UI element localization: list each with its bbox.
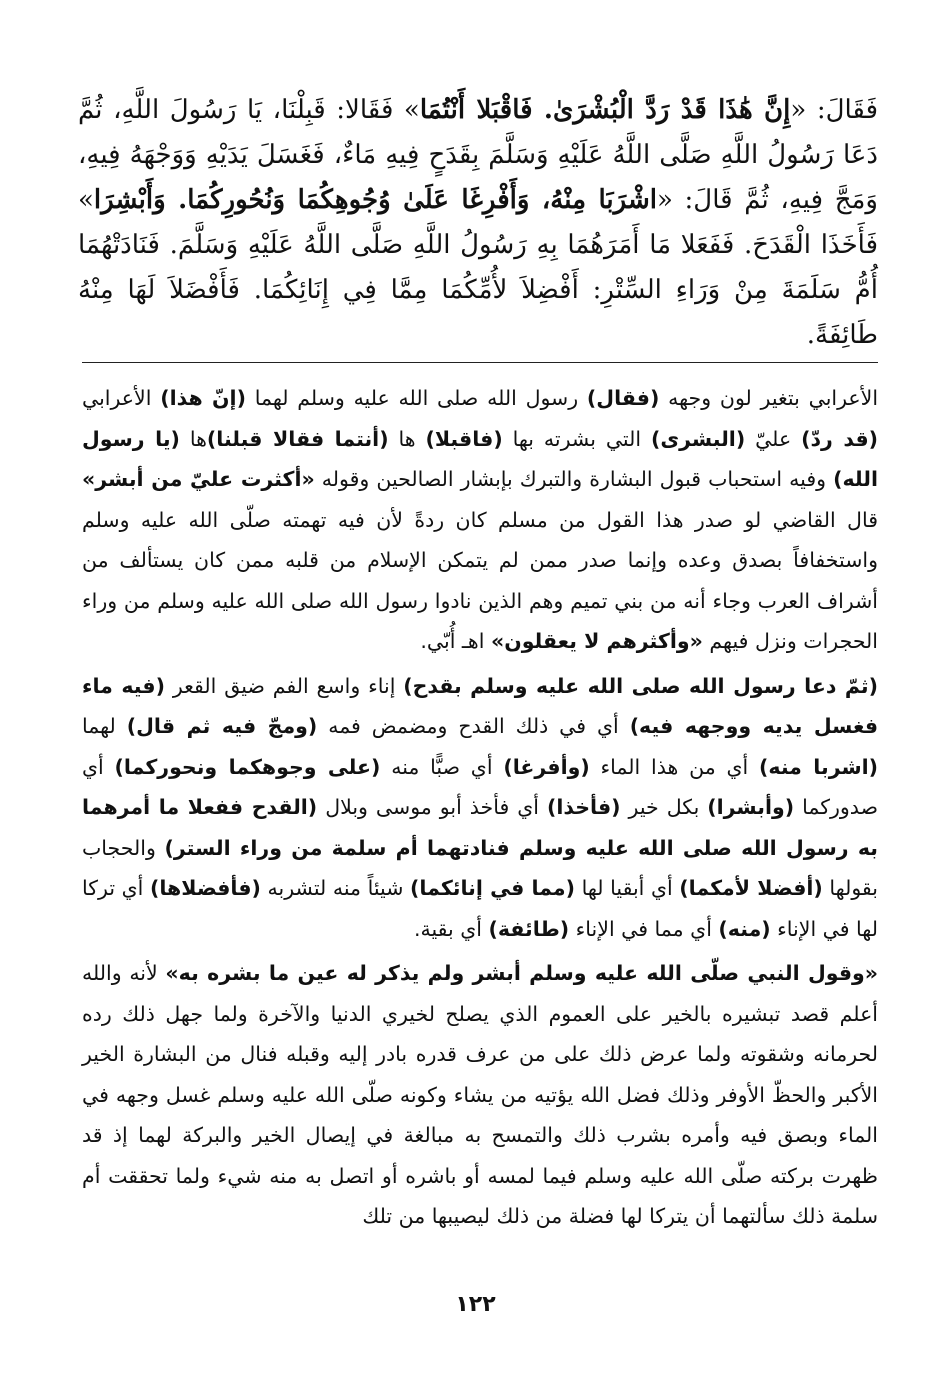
emphasized-phrase: (على وجوهكما ونحوركما) bbox=[114, 754, 381, 779]
commentary-text: والحجاب بقولها bbox=[82, 835, 879, 900]
emphasized-phrase: «وقول النبي صلّى الله عليه وسلم أبشر ولم يذكر له عين ما بشره به» bbox=[165, 961, 878, 985]
commentary-text: أي فأخذ أبو موسى وبلال bbox=[317, 795, 548, 819]
commentary-paragraph bbox=[82, 378, 878, 662]
commentary-text: الأعرابي بتغير لون وجهه bbox=[659, 386, 879, 410]
commentary-text: ها bbox=[388, 426, 426, 451]
hadith-paragraph bbox=[78, 88, 878, 358]
hadith-segment: فَقَالَ: « bbox=[790, 95, 878, 125]
emphasized-phrase: (مما في إنائكما) bbox=[410, 876, 575, 900]
hadith-quote: إِنَّ هَٰذَا قَدْ رَدَّ الْبُشْرَىٰ. فَاقْبَلا أَنْتُمَا bbox=[419, 95, 791, 125]
emphasized-phrase: (أنتما فقالا قبلنا) bbox=[206, 426, 389, 451]
commentary-text: الأعرابي bbox=[82, 386, 161, 410]
emphasized-phrase: (اشربا منه) bbox=[759, 754, 878, 779]
emphasized-phrase: «أكثرت عليّ من أبشر» bbox=[82, 467, 315, 491]
emphasized-phrase: (يا رسول الله) bbox=[82, 426, 879, 491]
commentary-text: لهما bbox=[82, 714, 127, 738]
emphasized-phrase: (منه) bbox=[718, 916, 771, 941]
emphasized-phrase: (إنّ هذا) bbox=[160, 386, 246, 410]
emphasized-phrase: (ومجّ فيه ثم قال) bbox=[126, 714, 318, 738]
commentary-text: وفيه استحباب قبول البشارة والتبرك بإبشار الصالحين وقوله bbox=[314, 467, 834, 491]
commentary-text: عليّ bbox=[745, 426, 802, 451]
commentary-text: اهـ أُبّي. bbox=[420, 629, 491, 653]
commentary-text: قال القاضي لو صدر هذا القول من مسلم كان ردةً لأن فيه تهمته صلّى الله عليه وسلم واستخفافاً بصدق وعده وإنما صدر ممن لم يتمكن الإسلام من قلبه ممن كان يستألف من أشراف العرب وجاء أنه من بني تميم وهم الذين نادوا رسول الله صلى الله عليه وسلم من وراء الحجرات ونزل فيهم bbox=[82, 507, 878, 653]
hadith-text bbox=[78, 88, 878, 358]
page-number: ١٢٢ bbox=[455, 1292, 496, 1317]
commentary-paragraph bbox=[82, 666, 878, 950]
emphasized-phrase: (القدح ففعلا ما أمرهما به رسول الله صلى الله عليه وسلم فنادتهما أم سلمة من وراء الستر) bbox=[82, 795, 878, 860]
commentary-text: أي صدوركما bbox=[82, 754, 878, 819]
commentary bbox=[82, 378, 878, 1241]
commentary-text: أي صبًّا منه bbox=[380, 754, 504, 779]
footnote-divider bbox=[82, 362, 878, 363]
commentary-text: أي مما في الإناء bbox=[569, 916, 719, 941]
emphasized-phrase: (فأخذا) bbox=[547, 795, 621, 819]
emphasized-phrase: (قد ردّ) bbox=[801, 426, 878, 451]
commentary-text: رسول الله صلى الله عليه وسلم لهما bbox=[245, 386, 587, 410]
emphasized-phrase: (فيه ماء فغسل يديه ووجهه فيه) bbox=[82, 673, 878, 738]
hadith-segment: » فَقَالا: قَبِلْنَا، يَا رَسُولَ اللَّهِ، ثُمَّ دَعَا رَسُولُ اللَّهِ صَلَّى اللَّهُ عَلَيْهِ وَسَلَّمَ بِقَدَحٍ فِيهِ مَاءٌ، فَغَسَلَ يَدَيْهِ وَوَجْهَهُ فِيهِ، وَمَجَّ فِيهِ، ثُمَّ قَالَ: « bbox=[78, 95, 878, 215]
emphasized-phrase: (فاقبلا) bbox=[425, 426, 503, 451]
commentary-text: أي في ذلك القدح ومضمض فمه bbox=[317, 714, 630, 738]
commentary-text: بكل خير bbox=[620, 795, 708, 819]
commentary-paragraph bbox=[82, 953, 878, 1237]
emphasized-phrase: (ثمّ دعا رسول الله صلى الله عليه وسلم بقدح) bbox=[403, 673, 878, 698]
commentary-text: ها bbox=[179, 426, 207, 451]
commentary-text: أي من هذا الماء bbox=[589, 754, 760, 779]
hadith-segment: » فَأَخَذَا الْقَدَحَ. فَفَعَلا مَا أَمَرَهُمَا بِهِ رَسُولُ اللَّهِ صَلَّى اللَّهُ عَلَيْهِ وَسَلَّمَ. فَنَادَتْهُمَا أُمُّ سَلَمَةَ مِنْ وَرَاءِ السِّتْرِ: أَفْضِلاَ لأُمِّكُمَا مِمَّا فِي إِنَائِكُمَا. فَأَفْضَلاَ لَهَا مِنْهُ طَائِفَةً. bbox=[78, 185, 878, 350]
emphasized-phrase: (فقال) bbox=[586, 386, 660, 410]
commentary-text: أي تركا لها في الإناء bbox=[82, 876, 878, 941]
emphasized-phrase: (أفضلا لأمكما) bbox=[679, 876, 823, 900]
commentary-text: إناء واسع الفم ضيق القعر bbox=[164, 673, 404, 698]
emphasized-phrase: «وأكثرهم لا يعقلون» bbox=[490, 629, 703, 653]
commentary-text: لأنه والله أعلم قصد تبشيره بالخير على العموم الذي يصلح لخيري الدنيا والآخرة ولما جهل ذلك رده لحرمانه وشقوته ولما عرض ذلك على من عرف قدره بادر إليه وقبله فنال من البشارة الخير الأكبر والحظّ الأوفر وذلك فضل الله يؤتيه من يشاء وكونه صلّى الله عليه وسلم غسل وجهه في الماء وبصق فيه وأمره بشرب ذلك والتمسح به مبالغة في إيصال الخير والبركة لهما إذ قد ظهرت بركته صلّى الله عليه وسلم فيما لمسه أو باشره أو اتصل به منه شيء ولما تحققت أم سلمة ذلك سألتهما أن يتركا لها فضلة من ذلك ليصيبها من تلك bbox=[82, 961, 878, 1228]
hadith-quote: اشْرَبَا مِنْهُ، وَأَفْرِغَا عَلَىٰ وُجُوهِكُمَا وَنُحُورِكُمَا. وَأَبْشِرَا bbox=[93, 185, 657, 215]
emphasized-phrase: (فأفضلاها) bbox=[149, 876, 261, 900]
commentary-text: أي أبقيا لها bbox=[575, 876, 680, 900]
emphasized-phrase: (وأبشرا) bbox=[707, 795, 795, 819]
emphasized-phrase: (البشرى) bbox=[650, 426, 746, 451]
commentary-text: التي بشرته بها bbox=[502, 426, 651, 451]
commentary-text: أي بقية. bbox=[413, 916, 489, 941]
emphasized-phrase: (طائفة) bbox=[488, 916, 570, 941]
emphasized-phrase: (وأفرغا) bbox=[503, 754, 590, 779]
commentary-text: شيئاً منه لتشربه bbox=[260, 876, 411, 900]
